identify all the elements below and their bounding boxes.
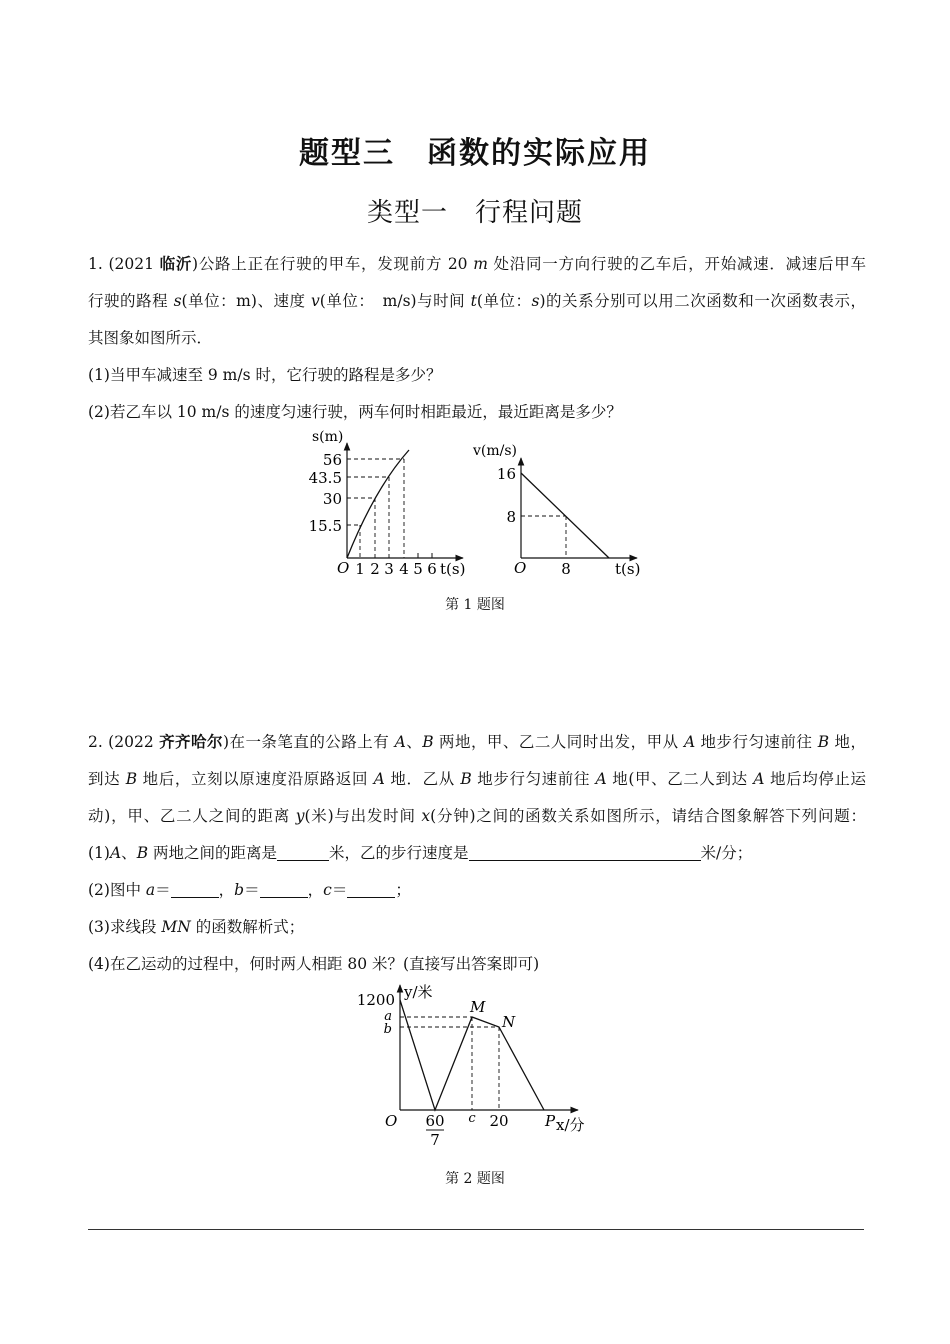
q2-part-4: (4)在乙运动的过程中，何时两人相距 80 米？(直接写出答案即可): [88, 955, 540, 973]
s-xtick-1: 1: [355, 560, 365, 578]
fig2-xtick-c: c: [468, 1111, 476, 1126]
v-ytick-16: 16: [496, 465, 516, 483]
s-ytick-43-5: 43.5: [308, 469, 342, 487]
q2-part-1: (1)A、B 两地之间的距离是 米，乙的步行速度是 米/分；: [88, 844, 753, 862]
fig2-dashed-guides: [400, 1017, 499, 1110]
s-origin: O: [337, 559, 350, 577]
q2-part-2: (2)图中 a＝ ，b＝ ，c＝ ；: [88, 881, 411, 899]
fig2-frac-denominator: 7: [430, 1131, 440, 1149]
q1-line-3: 其图象如图所示．: [88, 329, 213, 347]
s-y-label: s(m): [312, 429, 344, 445]
fig2-point-M: M: [470, 998, 486, 1016]
s-xtick-2: 2: [370, 560, 380, 578]
v-xtick-8: 8: [561, 560, 571, 578]
fig2-xtick-20: 20: [489, 1112, 509, 1130]
q2-line-1: 2. (2022 齐齐哈尔)在一条笔直的公路上有 A、B 两地，甲、乙二人同时出发，甲从 A 地步行匀速前往 B 地，: [88, 733, 866, 751]
q1-part-1: (1)当甲车减速至 9 m/s 时，它行驶的路程是多少？: [88, 366, 442, 384]
q1-part-2: (2)若乙车以 10 m/s 的速度匀速行驶，两车何时相距最近，最近距离是多少？: [88, 403, 622, 421]
fig2-ytick-a: a: [384, 1009, 392, 1024]
page-title: 题型三 函数的实际应用: [299, 136, 651, 171]
q2-line-3: 动)，甲、乙二人之间的距离 y(米)与出发时间 x(分钟)之间的函数关系如图所示，请结合图象解答下列问题：: [88, 807, 866, 825]
s-xtick-4: 4: [399, 560, 409, 578]
v-x-label: t(s): [615, 560, 641, 578]
fig2-x-label: x/分: [556, 1116, 585, 1134]
fig2-y-label: y/米: [404, 983, 433, 1001]
s-xtick-5: 5: [413, 560, 423, 578]
fig2-frac-numerator: 60: [425, 1112, 445, 1130]
s-ytick-56: 56: [322, 451, 342, 469]
s-xtick-3: 3: [384, 560, 394, 578]
s-x-label: t(s): [440, 560, 466, 578]
s-ytick-30: 30: [322, 490, 342, 508]
figure-2-caption: 第 2 题图: [445, 1171, 505, 1187]
s-ytick-15-5: 15.5: [308, 517, 342, 535]
s-xtick-6: 6: [427, 560, 437, 578]
q2-part-3: (3)求线段 MN 的函数解析式；: [88, 918, 305, 936]
q1-line-1: 1. (2021 临沂)公路上正在行驶的甲车，发现前方 20 m 处沿同一方向行驶的乙车后，开始减速．减速后甲车: [88, 255, 866, 273]
page-divider: [88, 1229, 864, 1230]
v-origin: O: [514, 559, 527, 577]
fig2-origin: O: [385, 1112, 398, 1130]
q2-line-2: 到达 B 地后，立刻以原速度沿原路返回 A 地．乙从 B 地步行匀速前往 A 地(甲、乙二人到达 A 地后均停止运: [88, 770, 867, 788]
figure-1-caption: 第 1 题图: [445, 597, 505, 613]
page-subtitle: 类型一 行程问题: [366, 198, 583, 228]
fig2-ytick-b: b: [383, 1022, 392, 1037]
fig2-point-P: P: [545, 1112, 556, 1130]
v-y-label: v(m/s): [473, 443, 518, 459]
v-ytick-8: 8: [506, 508, 516, 526]
fig2-ytick-1200: 1200: [356, 991, 395, 1009]
q1-line-2: 行驶的路程 s(单位：m)、速度 v(单位： m/s)与时间 t(单位：s)的关系分别可以用二次函数和一次函数表示，: [88, 292, 866, 310]
fig2-point-N: N: [502, 1013, 516, 1031]
